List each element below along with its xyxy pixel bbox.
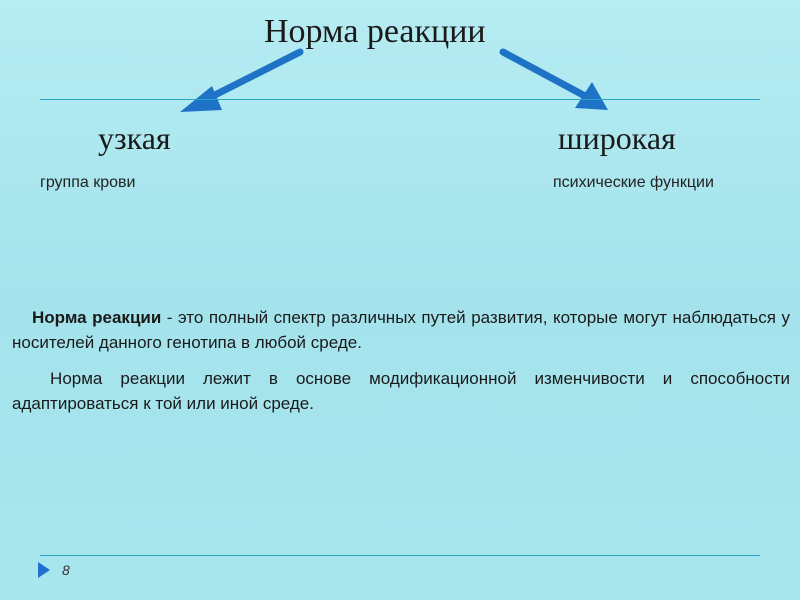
wide-example: психические функции [553, 174, 714, 191]
branch-narrow [92, 120, 171, 157]
definition-text: - это полный спектр различных путей развития, которые могут наблюдаться у носителей данного генотипа в любой среде. [12, 308, 790, 352]
page-number: 8 [62, 562, 70, 578]
top-divider [40, 99, 760, 100]
definition-paragraph [12, 305, 790, 355]
bottom-divider [40, 555, 760, 556]
arrow-right-shaft [503, 52, 585, 96]
branch-wide [558, 120, 676, 157]
statement-paragraph [12, 366, 790, 416]
narrow-example-text: группа крови [40, 174, 136, 191]
arrow-left-shaft [205, 52, 300, 100]
wide-label: широкая [558, 120, 676, 156]
page-marker [38, 562, 70, 578]
narrow-example [12, 174, 135, 192]
play-triangle-icon [38, 562, 50, 578]
definition-term: Норма реакции [32, 308, 162, 327]
title-text: Норма реакции [264, 13, 486, 50]
narrow-label: узкая [98, 120, 171, 156]
statement-text: Норма реакции лежит в основе модификационной изменчивости и способности адаптироваться к той или иной среде. [12, 369, 790, 413]
